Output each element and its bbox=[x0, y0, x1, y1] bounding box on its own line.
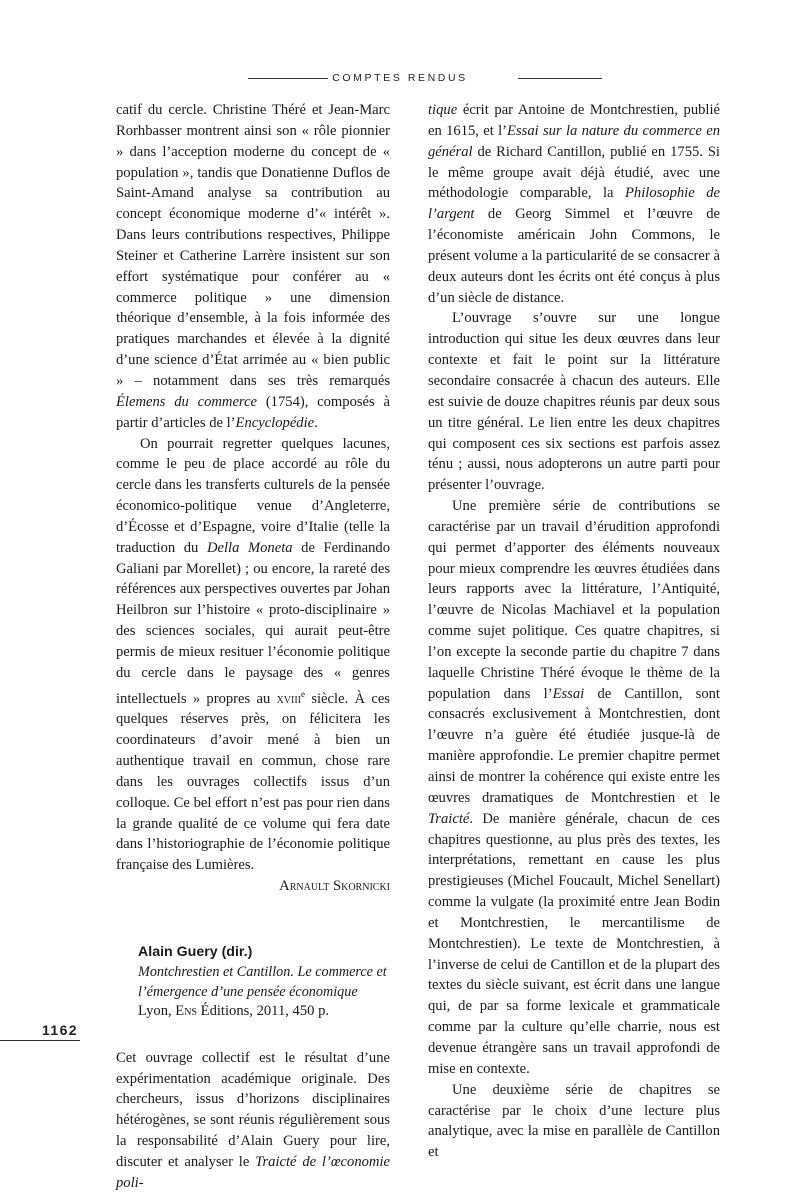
review-signature: Arnault Skornicki bbox=[279, 878, 390, 895]
left-column bbox=[116, 100, 390, 1194]
paragraph bbox=[116, 100, 390, 434]
italic-text: Élemens du commerce bbox=[116, 393, 258, 410]
italic-text: Philosophie de l’argent bbox=[428, 185, 720, 223]
text-run: xviii bbox=[276, 690, 302, 707]
text-run: (1754), composés à partir d’articles de l’ bbox=[116, 393, 390, 431]
book-author: Alain Guery (dir.) bbox=[138, 943, 253, 960]
page-number-rule bbox=[0, 1040, 80, 1041]
italic-text: Essai bbox=[552, 685, 585, 702]
page-number: 1162 bbox=[42, 1022, 78, 1038]
header-rule-right bbox=[518, 78, 602, 79]
text-run: de Richard Cantillon, publié en 1755. Si le même groupe avait déjà étudié, avec une méthodologie comparable, la bbox=[428, 143, 720, 202]
book-publication: Lyon, Ens Éditions, 2011, 450 p. bbox=[138, 1003, 330, 1020]
italic-text: Essai sur la nature du commerce en général bbox=[428, 122, 720, 160]
text-run: Cet ouvrage collectif est le résultat d’une expérimentation académique originale. Des chercheurs, issus d’horizons disciplinaires hétérogènes, se sont réunis régulièrement sous la responsabilité d’Alain Guery pour lire, discuter et analyser le bbox=[116, 1049, 390, 1170]
paragraph bbox=[428, 1080, 720, 1163]
text-run: L’ouvrage s’ouvre sur une longue introduction qui situe les deux œuvres dans leur contexte et fait le point sur la littérature secondaire consacrée à chacun des auteurs. Elle est suivie de douze chapitres réunis par deux sous un titre général. Le lien entre les deux chapitres qui composent ces six sections est parfois assez ténu ; aussi, nous adopterons un autre parti pour présenter l’ouvrage. bbox=[428, 310, 720, 494]
running-header-title: COMPTES RENDUS bbox=[332, 72, 468, 84]
italic-text: Traicté bbox=[428, 810, 470, 827]
text-run: e bbox=[301, 688, 306, 699]
text-run: Une deuxième série de chapitres se caractérise par le choix d’une lecture plus analytique, avec la mise en parallèle de Cantillon et bbox=[428, 1081, 720, 1161]
italic-text: Della Moneta bbox=[206, 539, 293, 556]
italic-text: tique bbox=[428, 102, 458, 118]
paragraph bbox=[116, 434, 390, 877]
paragraph bbox=[116, 1048, 390, 1194]
right-column bbox=[428, 100, 720, 1163]
text-run: On pourrait regretter quelques lacunes, comme le peu de place accordé au rôle du cercle dans les transferts culturels de la pensée économico-politique venue d’Angleterre, d’Écosse et d’Espagne, voire d’Italie (telle la traduction du bbox=[116, 435, 390, 556]
paragraph bbox=[428, 496, 720, 1080]
text-run: . bbox=[314, 414, 318, 431]
paragraph bbox=[428, 100, 720, 308]
text-run: siècle. À ces quelques réserves près, on félicitera les coordinateurs d’avoir mené à bien un authentique travail en commun, chose rare dans les ouvrages collectifs issus d’un colloque. Ce bel effort n’est pas pour rien dans la grande qualité de ce volume qui fera date dans l’historiographie de l’économie politique française des Lumières. bbox=[116, 690, 390, 874]
text-run: de Georg Simmel et l’œuvre de l’économiste américain John Commons, le présent volume a la particularité de se consacrer à deux auteurs dont les écrits ont été conçus à plus d’un siècle de distance. bbox=[428, 206, 720, 306]
text-run: . De manière générale, chacun de ces chapitres questionne, au plus près des textes, les interprétations, remettant en cause les plus prestigieuses (Michel Foucault, Michel Senellart) comme la vulgate (la proximité entre Jean Bodin et Montchrestien, le mercantilisme de Montchrestien). Le texte de Montchrestien, à l’inverse de celui de Cantillon et de la plupart des textes du siècle suivant, est écrit dans une langue qui, de par sa forme lexicale et grammaticale comme par la culture qu’elle charrie, nous est devenue étrangère sans un travail approfondi de mise en contexte. bbox=[428, 810, 720, 1077]
text-run: écrit par Antoine de Montchrestien, publié en 1615, et l’ bbox=[428, 102, 720, 139]
paragraph bbox=[428, 308, 720, 496]
running-header bbox=[0, 72, 800, 86]
text-run: de Ferdinando Galiani par Morellet) ; ou encore, la rareté des références aux perspectives ouvertes par Johan Heilbron sur l’histoire « proto-disciplinaire » des sciences sociales, qui aurait peut-être permis de mieux resituer l’économie politique du cercle dans le paysage des « genres intellectuels » propres au bbox=[116, 539, 390, 707]
text-run: catif du cercle. Christine Théré et Jean-Marc Rorhbasser montrent ainsi son « rôle pionnier » dans l’acception moderne du concept de « population », tandis que Donatienne Duflos de Saint-Amand analyse sa contribution au concept économique moderne d’« intérêt ». Dans leurs contributions respectives, Philippe Steiner et Catherine Larrère insistent sur son effort systématique pour conférer au « commerce politique » une dimension théorique d’ensemble, à la fois informée des pratiques marchandes et élevée à la dignité d’une science d’État arrimée au « bien public » – notamment dans ses très remarqués bbox=[116, 102, 390, 389]
book-reference bbox=[138, 941, 390, 1022]
text-run: de Cantillon, sont consacrés exclusivement à Montchrestien, dont l’œuvre n’a guère été étudiée jusque-là de manière approfondie. Le premier chapitre permet ainsi de montrer la cohérence qui existe entre les œuvres dramatiques de Montchrestien et le bbox=[428, 685, 720, 806]
italic-text: Traicté de l’œconomie poli- bbox=[116, 1153, 390, 1191]
text-run: Une première série de contributions se caractérise par un travail d’érudition approfondi qui permet d’apporter des éléments nouveaux pour mieux comprendre les œuvres étudiées dans leurs rapports avec la littérature, l’Antiquité, l’œuvre de Nicolas Machiavel et la population comme sujet politique. Ces quatre chapitres, si l’on excepte la seconde partie du chapitre 7 dans laquelle Christine Théré évoque le thème de la population dans l’ bbox=[428, 498, 720, 702]
book-title: Montchrestien et Cantillon. Le commerce et l’émergence d’une pensée économique bbox=[138, 963, 387, 1000]
italic-text: Encyclopédie bbox=[235, 414, 315, 431]
